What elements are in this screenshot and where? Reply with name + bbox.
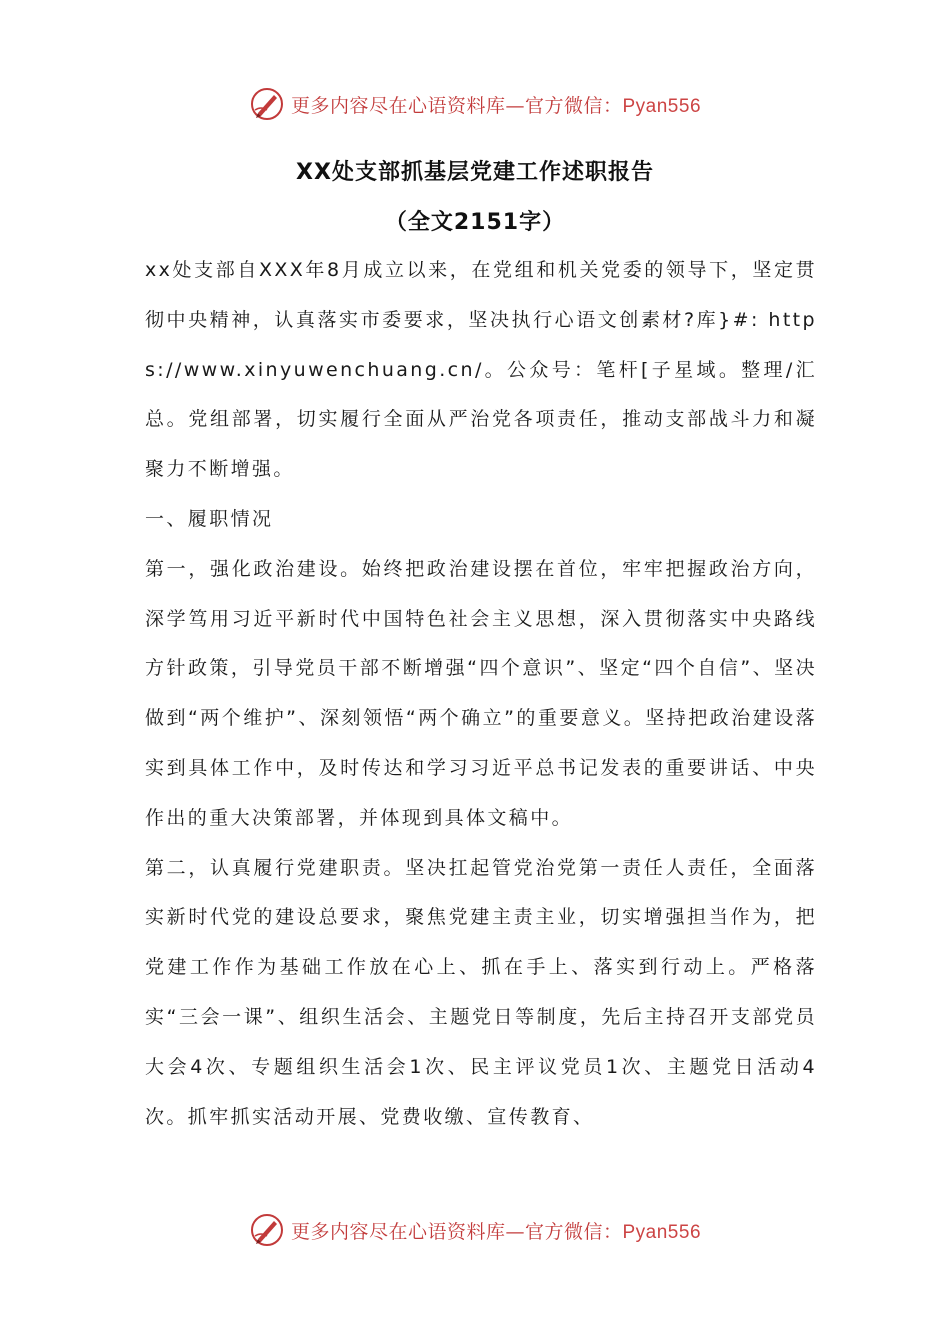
section-heading: 一、履职情况 [145,507,274,530]
paragraph-intro: xx处支部自XXX年8月成立以来，在党组和机关党委的领导下，坚定贯彻中央精神，认真落实市委要求，坚决执行心语文创素材?库}#: https://www.xinyuwenchuang.cn/。公众号：笔杆[子星域。整理/汇总。党组部署，切实履行全面从严治党各项责任，推动支部战斗力和凝聚力不断增强。 [145,259,817,481]
header-watermark-banner [0,84,950,124]
pen-logo-icon [249,86,285,122]
document-body [145,246,817,1142]
watermark-text [291,91,701,118]
paragraph-political-building: 第一，强化政治建设。始终把政治建设摆在首位，牢牢把握政治方向，深学笃用习近平新时代中国特色社会主义思想，深入贯彻落实中央路线方针政策，引导党员干部不断增强“四个意识”、坚定“四个自信”、坚决做到“两个维护”、深刻领悟“两个确立”的重要意义。坚持把政治建设落实到具体工作中，及时传达和学习习近平总书记发表的重要讲话、中央作出的重大决策部署，并体现到具体文稿中。 [145,557,817,829]
wechat-id: Pyan556 [622,1221,702,1243]
document-subtitle: （全文2151字） [384,210,566,235]
watermark-text [291,1217,701,1244]
document-title: XX处支部抓基层党建工作述职报告 [296,160,654,185]
watermark-label: 更多内容尽在心语资料库—官方微信： [290,94,623,117]
watermark-label: 更多内容尽在心语资料库—官方微信： [290,1220,623,1243]
pen-logo-icon [249,1212,285,1248]
paragraph-party-duties: 第二，认真履行党建职责。坚决扛起管党治党第一责任人责任，全面落实新时代党的建设总要求，聚焦党建主责主业，切实增强担当作为，把党建工作作为基础工作放在心上、抓在手上、落实到行动上。严格落实“三会一课”、组织生活会、主题党日等制度，先后主持召开支部党员大会4次、专题组织生活会1次、民主评议党员1次、主题党日活动4次。抓牢抓实活动开展、党费收缴、宣传教育、 [145,856,817,1128]
wechat-id: Pyan556 [622,95,702,117]
footer-watermark-banner [0,1210,950,1250]
